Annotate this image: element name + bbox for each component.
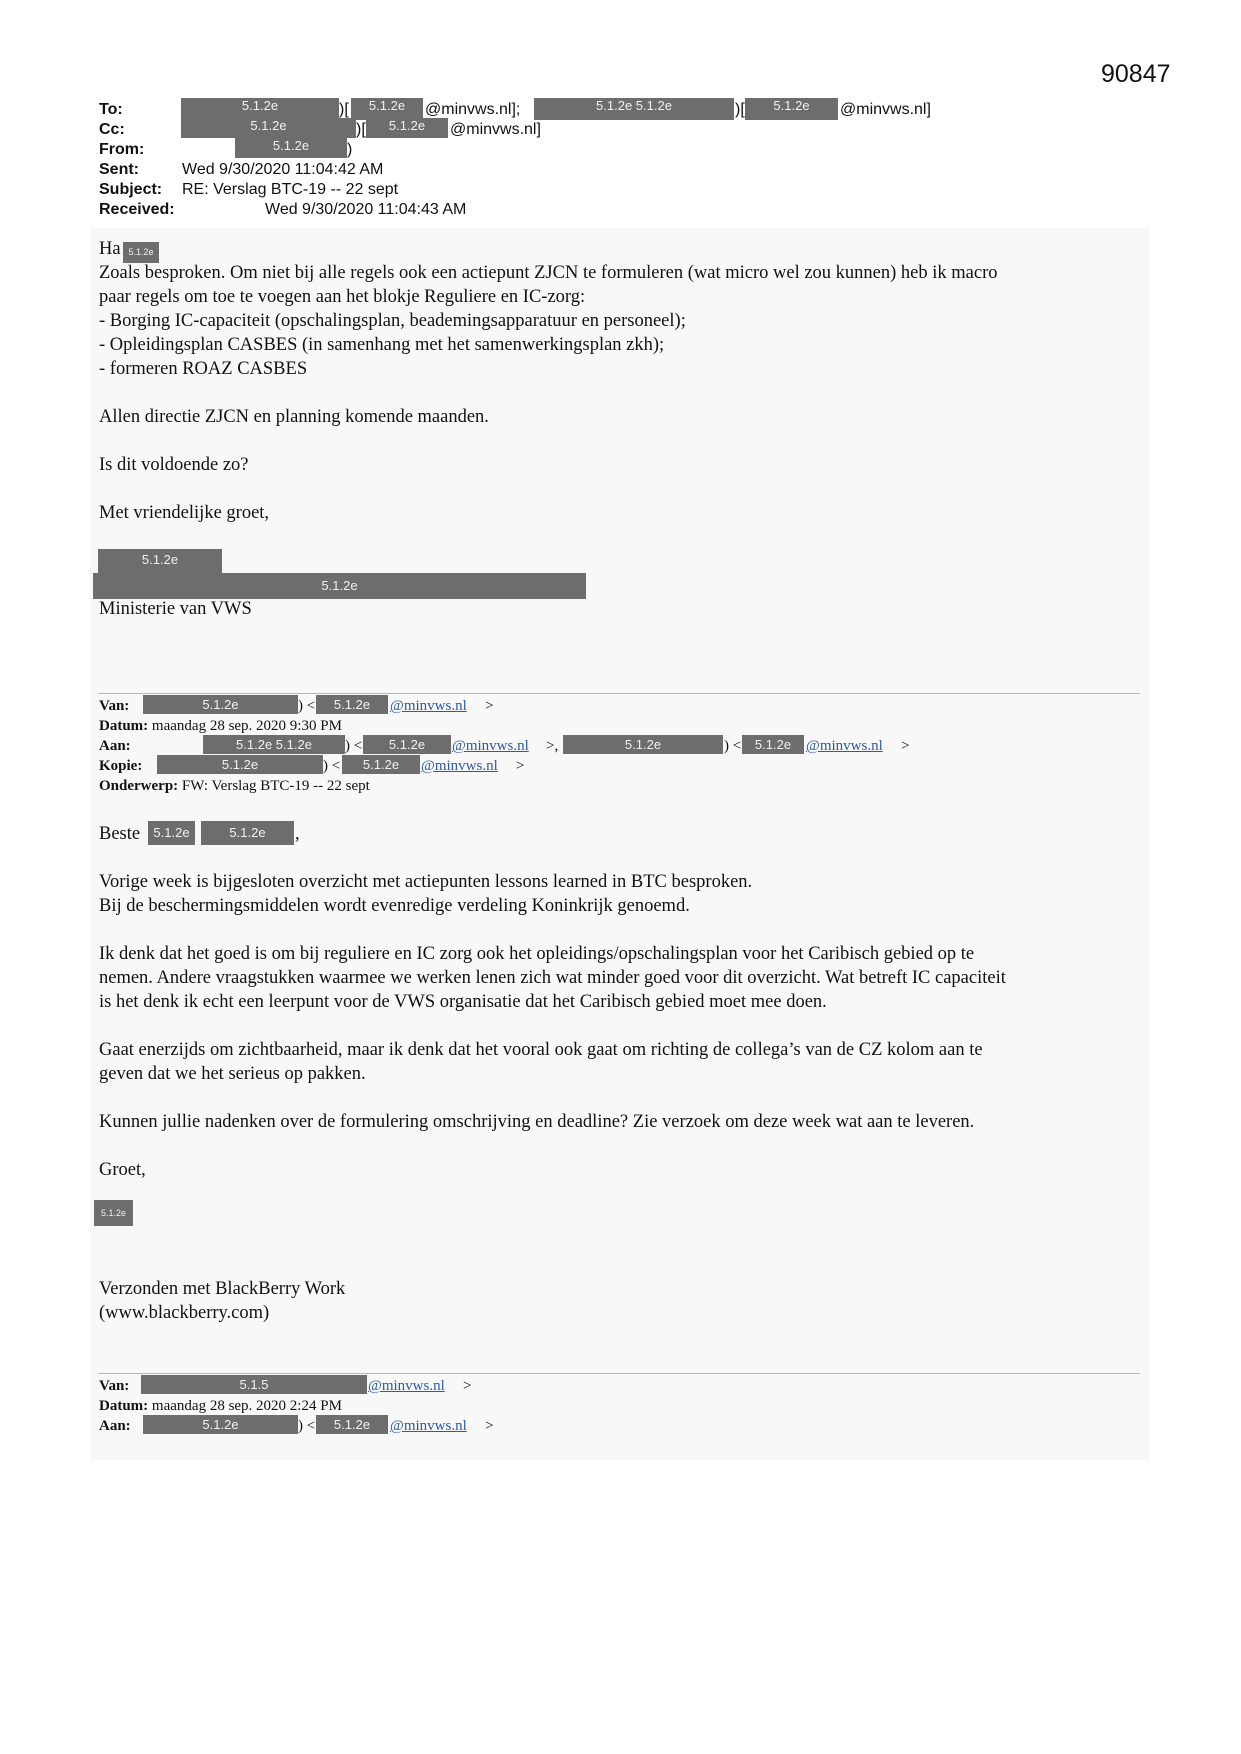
separator-line bbox=[98, 693, 1140, 694]
greeting: Beste bbox=[99, 824, 141, 844]
text-line: Allen directie ZJCN en planning komende maanden. bbox=[99, 407, 489, 427]
text-line: Verzonden met BlackBerry Work bbox=[99, 1279, 346, 1299]
to-domain: @minvws.nl]; bbox=[425, 101, 521, 118]
text-line: nemen. Andere vraagstukken waarmee we werken lenen zich wat minder goed voor dit overzicht. Wat betreft IC capaciteit bbox=[99, 968, 1006, 988]
text-line: - Borging IC-capaciteit (opschalingsplan, beademingsapparatuur en personeel); bbox=[99, 311, 686, 331]
to-label: To: bbox=[99, 101, 123, 118]
separator-text: > bbox=[485, 698, 494, 714]
to-separator: )[ bbox=[339, 101, 349, 118]
text-line: Zoals besproken. Om niet bij alle regels ook een actiepunt ZJCN te formuleren (wat micro wel zou kunnen) heb ik macro bbox=[99, 263, 998, 283]
closing: Groet, bbox=[99, 1160, 146, 1180]
redaction-box: 5.1.2e bbox=[366, 118, 448, 138]
onderwerp-label: Onderwerp: bbox=[99, 778, 179, 794]
ministry-name: Ministerie van VWS bbox=[99, 599, 252, 619]
text-line: geven dat we het serieus op pakken. bbox=[99, 1064, 366, 1084]
greeting-comma: , bbox=[295, 824, 300, 844]
cc-domain: @minvws.nl] bbox=[450, 121, 541, 138]
separator-text: ) < bbox=[298, 698, 316, 714]
redaction-box: 5.1.2e 5.1.2e bbox=[534, 98, 734, 120]
cc-label: Cc: bbox=[99, 121, 125, 138]
email-link[interactable]: @minvws.nl bbox=[390, 1418, 467, 1434]
text-line: Vorige week is bijgesloten overzicht met actiepunten lessons learned in BTC besproken. bbox=[99, 872, 753, 892]
to-separator: )[ bbox=[735, 101, 745, 118]
redaction-box: 5.1.2e bbox=[98, 549, 222, 573]
text-line: Is dit voldoende zo? bbox=[99, 455, 249, 475]
document-number: 90847 bbox=[1101, 60, 1171, 88]
paragraph bbox=[99, 942, 1139, 1014]
sent-label: Sent: bbox=[99, 161, 139, 178]
aan-label: Aan: bbox=[99, 1418, 131, 1434]
email-link[interactable]: @minvws.nl bbox=[452, 738, 529, 754]
van-label: Van: bbox=[99, 698, 130, 714]
message1-paragraph bbox=[99, 261, 1139, 381]
mobile-footer bbox=[99, 1277, 1139, 1325]
sent-value: Wed 9/30/2020 11:04:42 AM bbox=[182, 161, 384, 178]
redaction-box: 5.1.2e bbox=[143, 1415, 298, 1434]
redaction-box: 5.1.2e bbox=[157, 755, 323, 774]
kopie-label: Kopie: bbox=[99, 758, 143, 774]
closing: Met vriendelijke groet, bbox=[99, 503, 270, 523]
separator-text: > bbox=[901, 738, 910, 754]
to-domain: @minvws.nl] bbox=[840, 101, 931, 118]
datum-value: maandag 28 sep. 2020 9:30 PM bbox=[151, 718, 342, 734]
text-line: - Opleidingsplan CASBES (in samenhang met het samenwerkingsplan zkh); bbox=[99, 335, 665, 355]
text-line: (www.blackberry.com) bbox=[99, 1303, 270, 1323]
paragraph bbox=[99, 1038, 1139, 1086]
separator-text: ) < bbox=[323, 758, 341, 774]
datum-label: Datum: bbox=[99, 718, 149, 734]
text-line: - formeren ROAZ CASBES bbox=[99, 359, 308, 379]
redaction-box: 5.1.2e bbox=[143, 695, 298, 714]
redaction-box: 5.1.2e bbox=[94, 1200, 133, 1226]
text-line: Bij de beschermingsmiddelen wordt evenredige verdeling Koninkrijk genoemd. bbox=[99, 896, 690, 916]
aan-label: Aan: bbox=[99, 738, 131, 754]
email-link[interactable]: @minvws.nl bbox=[390, 698, 467, 714]
subject-value: RE: Verslag BTC-19 -- 22 sept bbox=[182, 181, 399, 198]
datum-label: Datum: bbox=[99, 1398, 149, 1414]
redaction-box: 5.1.5 bbox=[141, 1375, 367, 1394]
separator-text: ) < bbox=[298, 1418, 316, 1434]
redaction-box: 5.1.2e bbox=[316, 695, 388, 714]
text-line: Gaat enerzijds om zichtbaarheid, maar ik denk dat het vooral ook gaat om richting de collega’s van de CZ kolom aan te bbox=[99, 1040, 983, 1060]
redaction-box: 5.1.2e bbox=[181, 118, 356, 138]
redaction-box: 5.1.2e bbox=[742, 735, 804, 754]
redaction-box: 5.1.2e 5.1.2e bbox=[203, 735, 345, 754]
redaction-box: 5.1.2e bbox=[123, 242, 159, 263]
from-label: From: bbox=[99, 141, 145, 158]
separator-text: > bbox=[463, 1378, 472, 1394]
redaction-box: 5.1.2e bbox=[148, 821, 195, 845]
separator-text: ) < bbox=[724, 738, 742, 754]
redaction-box: 5.1.2e bbox=[363, 735, 451, 754]
datum-value: maandag 28 sep. 2020 2:24 PM bbox=[151, 1398, 342, 1414]
onderwerp-value: FW: Verslag BTC-19 -- 22 sept bbox=[181, 778, 370, 794]
received-label: Received: bbox=[99, 201, 175, 218]
subject-label: Subject: bbox=[99, 181, 163, 198]
separator-text: >, bbox=[546, 738, 559, 754]
text-line: is het denk ik echt een leerpunt voor de VWS organisatie dat het Caribisch gebied moet mee doen. bbox=[99, 992, 827, 1012]
text-line: Ik denk dat het goed is om bij reguliere en IC zorg ook het opleidings/opschalingsplan voor het Caribisch gebied op te bbox=[99, 944, 975, 964]
redaction-box: 5.1.2e bbox=[201, 821, 294, 845]
separator-text: ) < bbox=[345, 738, 363, 754]
redaction-box: 5.1.2e bbox=[235, 138, 347, 158]
paragraph: Kunnen jullie nadenken over de formulering omschrijving en deadline? Zie verzoek om deze week wat aan te leveren. bbox=[99, 1112, 975, 1132]
email-link[interactable]: @minvws.nl bbox=[421, 758, 498, 774]
redaction-box: 5.1.2e bbox=[316, 1415, 388, 1434]
text-line: paar regels om toe te voegen aan het blokje Reguliere en IC-zorg: bbox=[99, 287, 586, 307]
email-link[interactable]: @minvws.nl bbox=[368, 1378, 445, 1394]
redaction-box: 5.1.2e bbox=[351, 98, 423, 120]
separator-text: > bbox=[485, 1418, 494, 1434]
received-value: Wed 9/30/2020 11:04:43 AM bbox=[265, 201, 467, 218]
redaction-box: 5.1.2e bbox=[342, 755, 420, 774]
email-link[interactable]: @minvws.nl bbox=[806, 738, 883, 754]
van-label: Van: bbox=[99, 1378, 130, 1394]
cc-separator: )[ bbox=[356, 121, 366, 138]
separator-line bbox=[98, 1373, 1140, 1374]
paragraph bbox=[99, 870, 1139, 918]
redaction-box: 5.1.2e bbox=[745, 98, 838, 120]
redaction-box: 5.1.2e bbox=[93, 573, 586, 599]
from-close: ) bbox=[347, 141, 353, 158]
greeting: Ha bbox=[99, 239, 121, 259]
redaction-box: 5.1.2e bbox=[563, 735, 723, 754]
redaction-box: 5.1.2e bbox=[181, 98, 339, 120]
separator-text: > bbox=[516, 758, 525, 774]
